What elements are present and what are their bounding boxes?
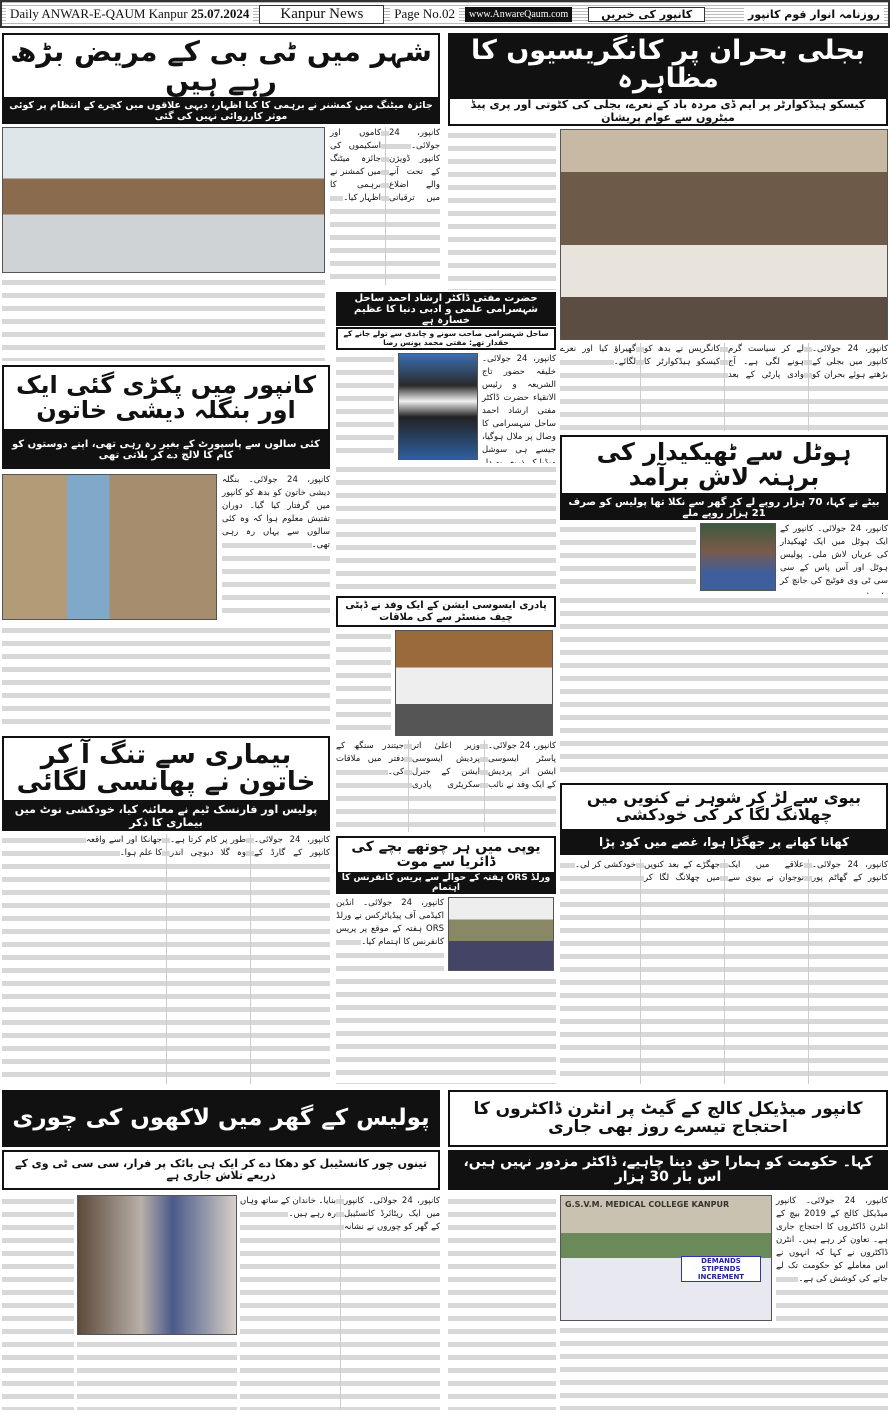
tribute-subhead: ساحل شہسرامی صاحب سونے و چاندی سے تولے جانے کے حقدار تھے: مفتی محمد یونس رضا xyxy=(336,327,556,350)
hotel-body xyxy=(560,594,888,779)
diarrhoea-subhead: ورلڈ ORS ہفتہ کے حوالے سے پریس کانفرنس کا اہتمام xyxy=(336,874,556,894)
theft-body-bottom xyxy=(77,1338,237,1410)
theft-body: کانپور، 24 جولائی۔ کانپور میں ایک ریٹائرڈ کانسٹیبل کے گھر کو چوروں نے نشانہ بنایا۔ خاندان کے ساتھ وہاں رہ رہے ہیں۔ xyxy=(240,1195,440,1410)
tribute-body-left xyxy=(336,353,394,460)
college-sign: G.S.V.M. MEDICAL COLLEGE KANPUR xyxy=(565,1200,730,1209)
medical-headline: کانپور میڈیکل کالج کے گیٹ پر انٹرن ڈاکٹروں کا احتجاج تیسرے روز بھی جاری xyxy=(448,1090,888,1147)
section-urdu: کانپور کی خبریں xyxy=(588,7,705,22)
congress-subhead: کیسکو ہیڈکوارٹر پر ایم ڈی مردہ باد کے نعرے، بجلی کی کٹوتی اور پری پیڈ میٹروں سے عوام پریشان xyxy=(448,97,888,126)
tribute-headline: حضرت مفتی ڈاکٹر ارشاد احمد ساحل شہسرامی علمی و ادبی دنیا کا عظیم خسارہ ہے xyxy=(336,292,556,326)
theft-body-left xyxy=(2,1195,74,1410)
well-headline: بیوی سے لڑ کر شوہر نے کنویں میں چھلانگ لگا کر کی خودکشی xyxy=(560,783,888,831)
protest-banner: DEMANDS STIPENDS INCREMENT xyxy=(681,1256,761,1282)
theft-subhead: تینوں چور کانسٹیبل کو دھکا دے کر ایک ہی بائک پر فرار، سی سی ٹی وی کے ذریعے تلاش جاری ہے xyxy=(2,1150,440,1190)
medical-subhead: کہا۔ حکومت کو ہمارا حق دینا چاہیے، ڈاکٹر مزدور نہیں ہیں، اس بار 30 ہزار xyxy=(448,1150,888,1190)
medical-body-left xyxy=(448,1195,556,1410)
bangladeshi-headline: کانپور میں پکڑی گئی ایک اور بنگلہ دیشی خاتون xyxy=(2,365,330,431)
hotel-victim-photo xyxy=(700,523,776,591)
tb-body-right: کانپور، 24 جولائی۔ کانپور ڈویژن کے تحت آنے والے اضلاع میں ترقیاتی کاموں اور اسکیموں کی جائزہ میٹنگ میں کمشنر نے برہمی کا اظہار کیا۔ xyxy=(330,127,440,285)
tb-body xyxy=(2,276,325,361)
issue-date: 25.07.2024 xyxy=(190,6,250,21)
paper-name xyxy=(6,6,253,22)
page-number: Page No.02 xyxy=(390,6,459,22)
illness-subhead: پولیس اور فارنسک ٹیم نے معائنہ کیا، خودکشی نوٹ میں بیماری کا ذکر xyxy=(2,802,330,831)
paper-title-urdu: روزنامہ انوار قوم کانپور xyxy=(744,8,884,21)
diarrhoea-press-photo xyxy=(448,897,554,971)
congress-body-left xyxy=(448,129,556,290)
congress-headline: بجلی بحران پر کانگریسیوں کا مظاہرہ xyxy=(448,33,888,97)
tb-meeting-photo xyxy=(2,127,325,273)
congress-protest-photo xyxy=(560,129,888,340)
bangladeshi-body-side: کانپور، 24 جولائی۔ بنگلہ دیشی خاتون کو بدھ کو کانپور میں گرفتار کیا گیا۔ دوران تفتیش معلوم ہوا کہ وہ کئی سالوں سے یہاں رہ رہی تھی۔ xyxy=(222,474,330,620)
bangladeshi-subhead: کئی سالوں سے پاسپورٹ کے بغیر رہ رہی تھی، اپنے دوستوں کو کام کا لالچ دے کر بلاتی تھی xyxy=(2,431,330,469)
tb-headline: شہر میں ٹی بی کے مریض بڑھ رہے ہیں xyxy=(2,33,440,99)
theft-victim-photo xyxy=(77,1195,237,1335)
hotel-headline: ہوٹل سے ٹھیکیدار کی برہنہ لاش برآمد xyxy=(560,435,888,495)
well-body: کانپور، 24 جولائی۔ کانپور کے گھاٹم پور علاقے میں ایک نوجوان نے بیوی سے جھگڑے کے بعد کنویں میں چھلانگ لگا کر خودکشی کر لی۔ xyxy=(560,859,888,1084)
pastor-headline: پادری ایسوسی ایشن کے ایک وفد نے ڈپٹی چیف منسٹر سے کی ملاقات xyxy=(336,596,556,627)
diarrhoea-body-side: کانپور، 24 جولائی۔ انڈین اکیڈمی آف پیڈیاٹرکس نے ورلڈ ORS ہفتہ کے موقع پر پریس کانفرنس کا اہتمام کیا۔ xyxy=(336,897,444,971)
pastor-meeting-photo xyxy=(395,630,553,736)
medical-protest-photo xyxy=(560,1195,772,1321)
section-name: Kanpur News xyxy=(259,5,384,24)
medical-body-side: کانپور، 24 جولائی۔ کانپور میڈیکل کالج کے 2019 بیچ کے انٹرن ڈاکٹروں کا احتجاج جاری ہے۔ تعاون کر رہے ہیں۔ انٹرن ڈاکٹروں نے کہا کہ انہوں نے اس معاملے کو حکومت تک لے جانے کی کوشش کی ہے۔ xyxy=(776,1195,888,1321)
diarrhoea-headline: یوپی میں ہر چوتھے بچے کی ڈائریا سے موت xyxy=(336,836,556,874)
well-subhead: کھانا کھانے پر جھگڑا ہوا، غصے میں کود پڑا xyxy=(560,831,888,855)
paper-name-text: Daily ANWAR-E-QAUM Kanpur xyxy=(10,6,188,21)
diarrhoea-body xyxy=(336,975,556,1084)
illness-headline: بیماری سے تنگ آ کر خاتون نے پھانسی لگائی xyxy=(2,736,330,802)
medical-body xyxy=(560,1324,888,1410)
hotel-body-side: کانپور، 24 جولائی۔ کانپور کے ایک ہوٹل میں ایک ٹھیکیدار کی عریاں لاش ملی۔ پولیس ہوٹل اور آس پاس کے سی سی ٹی وی فوٹیج کی جانچ کر xyxy=(780,523,888,591)
bangladeshi-woman-photo xyxy=(2,474,217,620)
hotel-body-left xyxy=(560,523,696,591)
theft-headline: پولیس کے گھر میں لاکھوں کی چوری xyxy=(2,1090,440,1147)
tb-subhead: جائزہ میٹنگ میں کمشنر نے برہمی کا کیا اظہار، دیہی علاقوں میں کچرے کے انتظام پر کوئی موثر کارروائی نہیں کی گئی xyxy=(2,99,440,124)
website-link[interactable]: www.AnwareQaum.com xyxy=(465,7,572,22)
hotel-subhead: بیٹے نے کہا، 70 ہزار روپے لے کر گھر سے نکلا تھا پولیس کو صرف 21 ہزار روپے ملے xyxy=(560,495,888,520)
tribute-body-side: کانپور، 24 جولائی۔ خلیفہ حضور تاج الشریعہ و رئیس الاتقیاء حضرت ڈاکٹر مفتی ارشاد احمد ساحل سہسرامی کا وصال پر ملال ہوگیا، جیسے ہی سوشل xyxy=(482,353,556,460)
pastor-body-left xyxy=(336,630,391,736)
bangladeshi-body xyxy=(2,624,330,724)
illness-body: کانپور، 24 جولائی۔ کانپور کے گارڈ کے طور پر کام کرتا ہے۔ وہ گلا دبوچی اندر جھانکا اور اسے واقعہ کا علم ہوا۔ xyxy=(2,834,330,1084)
pastor-body: کانپور، 24 جولائی۔ پاسٹر ایسوسی ایشن اتر پردیش کے ایک وفد نے نائب وزیر اعلیٰ اتر پردیش ایسوسی ایشن کے جنرل سکریٹری پادری جیتندر سنگھ کے دفتر میں ملاقات کی۔ xyxy=(336,740,556,832)
congress-body: کانپور، 24 جولائی۔ کانپور میں بجلی کے بڑھتے ہوئے بحران کو لے کر سیاست گرم ہونے لگی ہے۔ آج وادی پارٹی کے بعد کانگریس نے بدھ کو کیسکو ہیڈکوارٹر کا گھیراؤ کیا اور نعرے لگائے۔ xyxy=(560,343,888,431)
tribute-body xyxy=(336,463,556,590)
masthead xyxy=(0,0,890,28)
tribute-portrait-photo xyxy=(398,353,478,460)
